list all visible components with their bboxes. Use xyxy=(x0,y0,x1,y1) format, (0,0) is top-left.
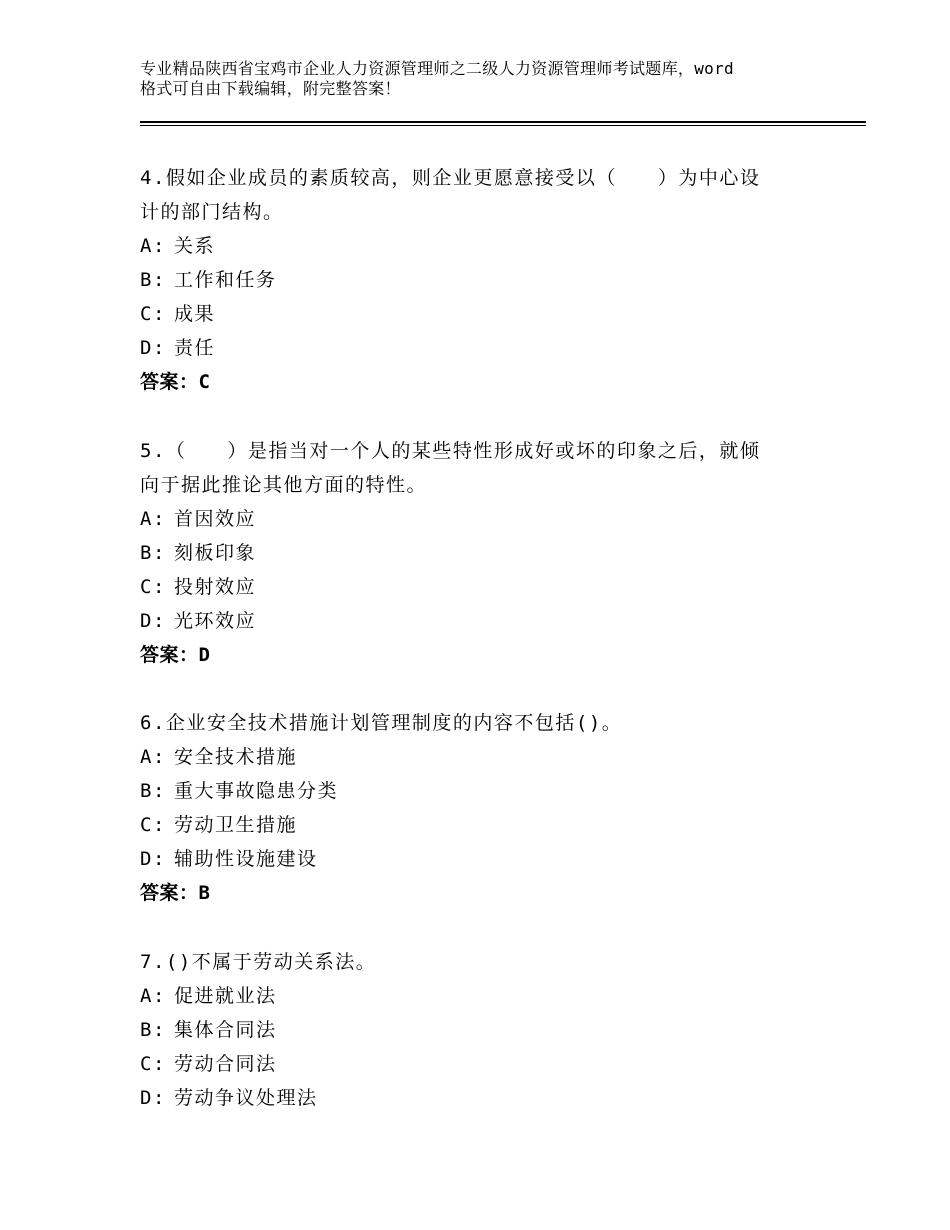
option-letter: B: xyxy=(140,542,166,564)
option-text: 关系 xyxy=(174,235,216,257)
option-letter: A: xyxy=(140,235,166,257)
option-letter: A: xyxy=(140,508,166,530)
option-c xyxy=(140,570,840,604)
question-stem xyxy=(140,161,840,229)
option-c xyxy=(140,1047,840,1081)
option-text: 成果 xyxy=(174,303,216,325)
stem-line: 计的部门结构。 xyxy=(140,201,284,223)
option-text: 投射效应 xyxy=(174,576,257,598)
option-letter: B: xyxy=(140,1019,166,1041)
option-text: 劳动卫生措施 xyxy=(174,814,298,836)
option-text: 安全技术措施 xyxy=(174,746,298,768)
header-divider-thin xyxy=(140,125,866,126)
option-letter: D: xyxy=(140,848,166,870)
option-letter: B: xyxy=(140,269,166,291)
question-stem xyxy=(140,434,840,502)
stem-line: 6.企业安全技术措施计划管理制度的内容不包括()。 xyxy=(140,712,623,734)
option-text: 重大事故隐患分类 xyxy=(174,780,339,802)
question-stem xyxy=(140,945,840,979)
option-d xyxy=(140,331,840,365)
option-d xyxy=(140,1081,840,1115)
answer-line: 答案：D xyxy=(140,644,211,666)
answer-line: 答案：B xyxy=(140,882,211,904)
option-text: 辅助性设施建设 xyxy=(174,848,318,870)
stem-line: 向于据此推论其他方面的特性。 xyxy=(140,474,428,496)
header-divider-thick xyxy=(140,121,866,123)
question-7 xyxy=(140,945,840,1115)
option-letter: D: xyxy=(140,610,166,632)
option-text: 促进就业法 xyxy=(174,985,277,1007)
option-a xyxy=(140,229,840,263)
document-header xyxy=(140,59,840,99)
stem-line: 5.（ ）是指当对一个人的某些特性形成好或坏的印象之后，就倾 xyxy=(140,440,761,462)
option-letter: C: xyxy=(140,1053,166,1075)
option-b xyxy=(140,774,840,808)
option-c xyxy=(140,297,840,331)
option-letter: A: xyxy=(140,746,166,768)
question-4 xyxy=(140,161,840,399)
option-b xyxy=(140,263,840,297)
option-d xyxy=(140,842,840,876)
question-6 xyxy=(140,706,840,910)
option-b xyxy=(140,536,840,570)
option-c xyxy=(140,808,840,842)
option-text: 劳动合同法 xyxy=(174,1053,277,1075)
stem-line: 7.()不属于劳动关系法。 xyxy=(140,951,377,973)
option-a xyxy=(140,979,840,1013)
option-letter: D: xyxy=(140,1087,166,1109)
option-d xyxy=(140,604,840,638)
option-letter: C: xyxy=(140,814,166,836)
option-text: 光环效应 xyxy=(174,610,257,632)
option-text: 工作和任务 xyxy=(174,269,277,291)
option-text: 首因效应 xyxy=(174,508,257,530)
option-text: 集体合同法 xyxy=(174,1019,277,1041)
option-letter: B: xyxy=(140,780,166,802)
question-stem xyxy=(140,706,840,740)
option-letter: C: xyxy=(140,576,166,598)
option-text: 劳动争议处理法 xyxy=(174,1087,318,1109)
question-5 xyxy=(140,434,840,672)
stem-line: 4.假如企业成员的素质较高，则企业更愿意接受以（ ）为中心设 xyxy=(140,167,761,189)
option-a xyxy=(140,502,840,536)
option-a xyxy=(140,740,840,774)
option-letter: D: xyxy=(140,337,166,359)
header-line-1: 专业精品陕西省宝鸡市企业人力资源管理师之二级人力资源管理师考试题库，word xyxy=(140,59,734,78)
option-text: 刻板印象 xyxy=(174,542,257,564)
header-line-2: 格式可自由下载编辑，附完整答案！ xyxy=(140,79,401,98)
option-b xyxy=(140,1013,840,1047)
answer-line: 答案：C xyxy=(140,371,211,393)
option-letter: A: xyxy=(140,985,166,1007)
option-letter: C: xyxy=(140,303,166,325)
option-text: 责任 xyxy=(174,337,216,359)
